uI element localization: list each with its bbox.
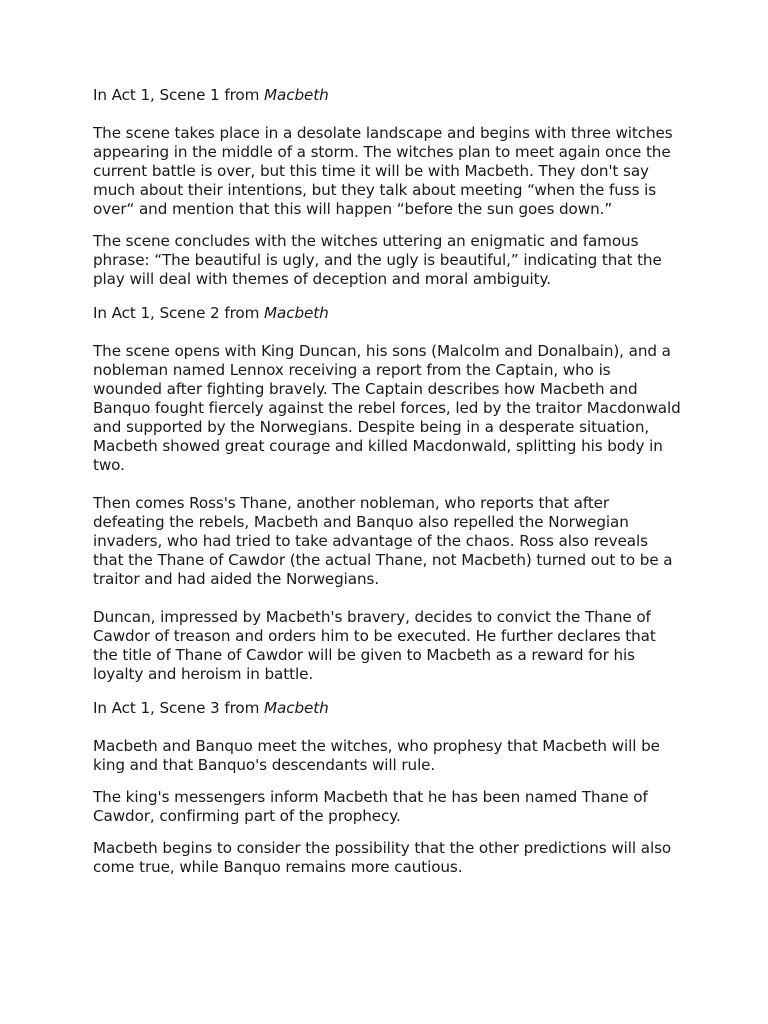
- paragraph: Duncan, impressed by Macbeth's bravery, decides to convict the Thane of Cawdor of treason and orders him to be executed. He further declares that the title of Thane of Cawdor will be given to Macbeth as a reward for his loyalty and heroism in battle.: [93, 608, 656, 683]
- paragraph: The scene takes place in a desolate landscape and begins with three witches appearing in the middle of a storm. The witches plan to meet again once the current battle is over, but this time it will be with Macbeth. They don't say much about their intentions, but they talk about meeting “when the fuss is over“ and mention that this will happen “before the sun goes down.”: [93, 124, 673, 218]
- paragraph: Macbeth and Banquo meet the witches, who prophesy that Macbeth will be king and that Banquo's descendants will rule.: [93, 737, 660, 774]
- play-title: Macbeth: [264, 304, 329, 322]
- scene-2-heading: In Act 1, Scene 2 from Macbeth: [93, 304, 329, 322]
- paragraph: Then comes Ross's Thane, another nobleman, who reports that after defeating the rebels, Macbeth and Banquo also repelled the Norwegian invaders, who had tried to take advantage of the chaos. Ross also reveals that the Thane of Cawdor (the actual Thane, not Macbeth) turned out to be a traitor and had aided the Norwegians.: [93, 494, 673, 588]
- play-title: Macbeth: [264, 86, 329, 104]
- paragraph: The king's messengers inform Macbeth that he has been named Thane of Cawdor, confirming part of the prophecy.: [93, 788, 648, 825]
- document-page: [93, 86, 683, 877]
- scene-1-heading: In Act 1, Scene 1 from Macbeth: [93, 86, 329, 104]
- paragraph: Macbeth begins to consider the possibility that the other predictions will also come true, while Banquo remains more cautious.: [93, 839, 672, 876]
- paragraph: The scene opens with King Duncan, his sons (Malcolm and Donalbain), and a nobleman named Lennox receiving a report from the Captain, who is wounded after fighting bravely. The Captain describes how Macbeth and Banquo fought fiercely against the rebel forces, led by the traitor Macdonwald and supported by the Norwegians. Despite being in a desperate situation, Macbeth showed great courage and killed Macdonwald, splitting his body in two.: [93, 342, 681, 474]
- paragraph: The scene concludes with the witches uttering an enigmatic and famous phrase: “The beautiful is ugly, and the ugly is beautiful,” indicating that the play will deal with themes of deception and moral ambiguity.: [93, 232, 662, 288]
- play-title: Macbeth: [264, 699, 329, 717]
- scene-3-heading: In Act 1, Scene 3 from Macbeth: [93, 699, 329, 717]
